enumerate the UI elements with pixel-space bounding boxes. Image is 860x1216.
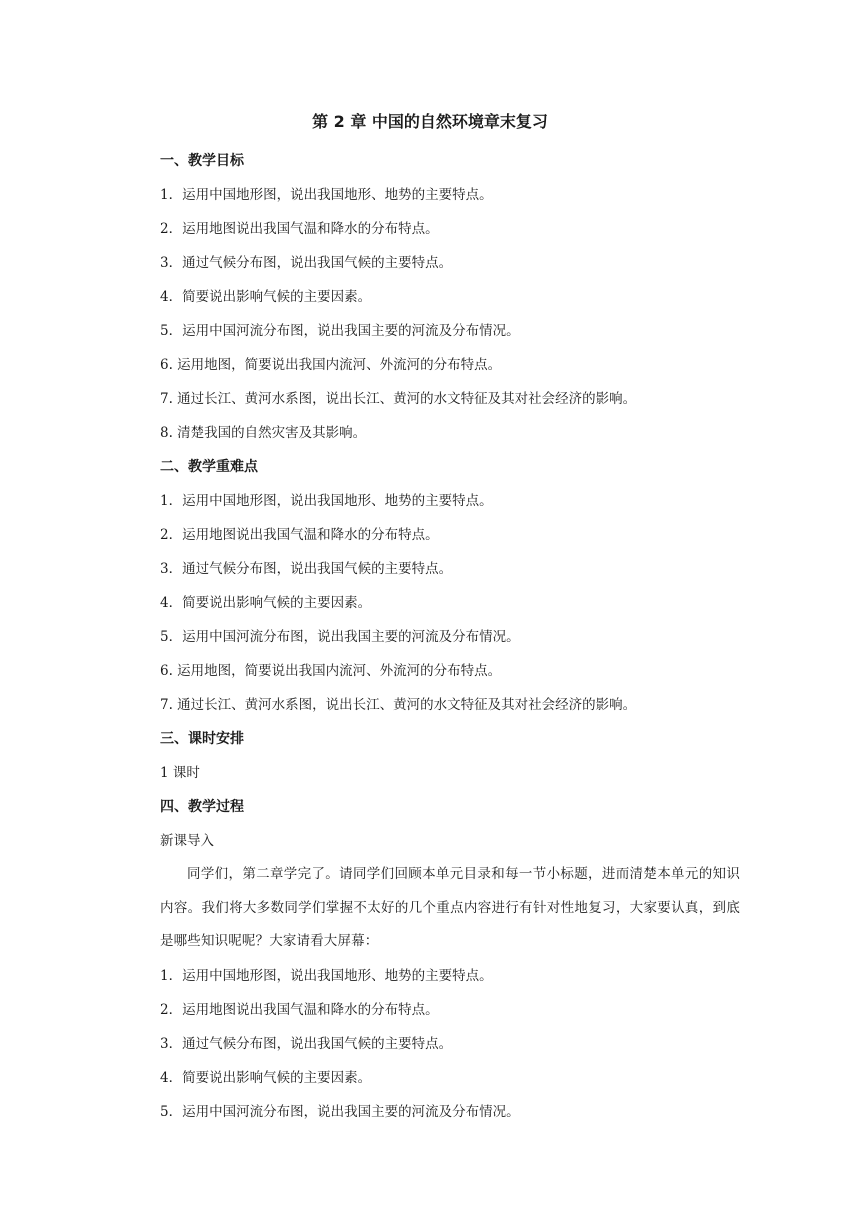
process-item: 4．简要说出影响气候的主要因素。 — [160, 1069, 372, 1086]
process-item: 5．运用中国河流分布图，说出我国主要的河流及分布情况。 — [160, 1103, 520, 1120]
process-subheading: 新课导入 — [160, 833, 214, 849]
objective-item: 7. 通过长江、黄河水系图，说出长江、黄河的水文特征及其对社会经济的影响。 — [160, 391, 637, 407]
key-point-item: 5．运用中国河流分布图，说出我国主要的河流及分布情况。 — [160, 629, 520, 645]
objective-item: 5．运用中国河流分布图，说出我国主要的河流及分布情况。 — [160, 323, 520, 339]
process-paragraph: 同学们，第二章学完了。请同学们回顾本单元目录和每一节小标题，进而清楚本单元的知识内容。我们将大多数同学们掌握不太好的几个重点内容进行有针对性地复习，大家要认真，到底是哪些知识呢呢？大家请看大屏幕： — [160, 866, 740, 949]
objective-item: 8. 清楚我国的自然灾害及其影响。 — [160, 425, 367, 441]
section-heading-key-points: 二、教学重难点 — [160, 459, 258, 475]
objective-item: 2．运用地图说出我国气温和降水的分布特点。 — [160, 221, 439, 237]
section-heading-schedule: 三、课时安排 — [160, 731, 244, 747]
document-title: 第 2 章 中国的自然环境章末复习 — [312, 112, 548, 131]
process-item: 3．通过气候分布图，说出我国气候的主要特点。 — [160, 1035, 453, 1052]
key-point-item: 4．简要说出影响气候的主要因素。 — [160, 595, 372, 611]
schedule-text: 1 课时 — [160, 765, 200, 781]
section-heading-process: 四、教学过程 — [160, 799, 244, 815]
objective-item: 1．运用中国地形图，说出我国地形、地势的主要特点。 — [160, 187, 493, 203]
key-point-item: 7. 通过长江、黄河水系图，说出长江、黄河的水文特征及其对社会经济的影响。 — [160, 697, 637, 713]
objective-item: 3．通过气候分布图，说出我国气候的主要特点。 — [160, 255, 453, 271]
objective-item: 4．简要说出影响气候的主要因素。 — [160, 289, 372, 305]
key-point-item: 3．通过气候分布图，说出我国气候的主要特点。 — [160, 561, 453, 577]
objective-item: 6. 运用地图，简要说出我国内流河、外流河的分布特点。 — [160, 357, 502, 373]
key-point-item: 2．运用地图说出我国气温和降水的分布特点。 — [160, 527, 439, 543]
key-point-item: 1．运用中国地形图，说出我国地形、地势的主要特点。 — [160, 493, 493, 509]
document-body — [160, 144, 740, 1129]
process-item: 1．运用中国地形图，说出我国地形、地势的主要特点。 — [160, 967, 493, 984]
process-item: 2．运用地图说出我国气温和降水的分布特点。 — [160, 1001, 439, 1018]
section-heading-objectives: 一、教学目标 — [160, 153, 244, 169]
key-point-item: 6. 运用地图，简要说出我国内流河、外流河的分布特点。 — [160, 663, 502, 679]
